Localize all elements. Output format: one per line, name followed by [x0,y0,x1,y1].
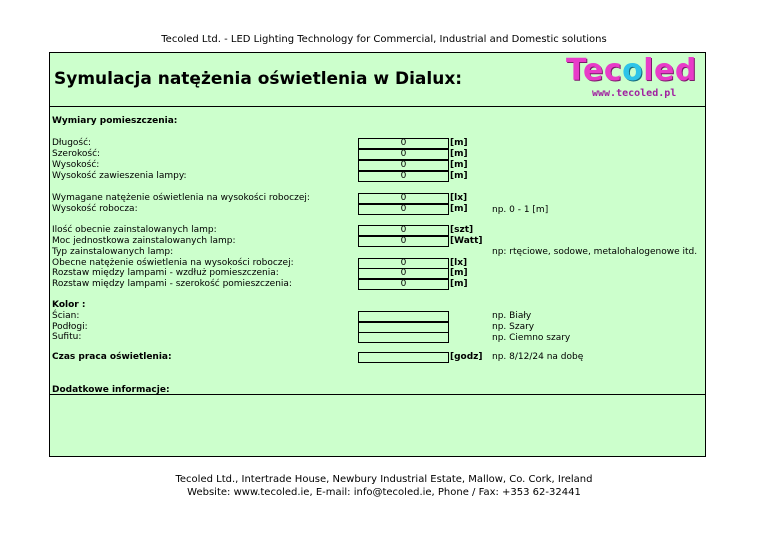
note-hours: np. 8/12/24 na dobę [492,352,584,362]
note-ceiling: np. Ciemno szary [492,333,571,343]
input-required-lux[interactable]: 0 [358,193,449,204]
unit-spacing-length: [m] [450,268,468,278]
input-height[interactable]: 0 [358,160,449,171]
note-floors: np. Szary [492,322,535,332]
input-work-height[interactable]: 0 [358,204,449,215]
section-color: Kolor : [52,300,86,310]
label-height: Wysokość: [52,160,100,170]
footer-contact: Website: www.tecoled.ie, E-mail: info@tecoled.ie, Phone / Fax: +353 62-32441 [187,487,581,498]
logo-url: www.tecoled.pl [592,88,677,99]
input-walls[interactable] [358,311,449,322]
section-extra: Dodatkowe informacje: [52,385,170,395]
footer-address: Tecoled Ltd., Intertrade House, Newbury Industrial Estate, Mallow, Co. Cork, Ireland [175,474,593,485]
label-spacing-width: Rozstaw między lampami - szerokość pomieszczenia: [52,279,292,289]
header-tagline: Tecoled Ltd. - LED Lighting Technology for Commercial, Industrial and Domestic solutions [161,34,607,45]
note-lamp-type: np: rtęciowe, sodowe, metalohalogenowe itd. [492,247,698,257]
unit-hours: [godz] [450,352,483,362]
unit-current-lux: [lx] [450,258,468,268]
label-work-height: Wysokość robocza: [52,204,138,214]
unit-height: [m] [450,160,468,170]
tecoled-logo: Tecoled [566,53,697,88]
label-lamp-type: Typ zainstalowanych lamp: [52,247,174,257]
label-length: Długość: [52,138,92,148]
section-hours: Czas praca oświetlenia: [52,352,172,362]
label-required-lux: Wymagane natężenie oświetlenia na wysokości roboczej: [52,193,310,203]
input-ceiling[interactable] [358,332,449,343]
input-width[interactable]: 0 [358,149,449,160]
unit-required-lux: [lx] [450,193,468,203]
label-ceiling: Sufitu: [52,332,82,342]
unit-lamp-height: [m] [450,171,468,181]
divider-title [49,106,706,107]
label-spacing-length: Rozstaw między lampami - wzdłuż pomieszczenia: [52,268,279,278]
label-walls: Ścian: [52,311,80,321]
label-current-lux: Obecne natężenie oświetlenia na wysokości roboczej: [52,258,294,268]
input-length[interactable]: 0 [358,138,449,149]
input-spacing-length[interactable]: 0 [358,268,449,279]
input-lamp-count[interactable]: 0 [358,225,449,236]
section-dimensions: Wymiary pomieszczenia: [52,116,178,126]
unit-length: [m] [450,138,468,148]
page-title: Symulacja natężenia oświetlenia w Dialux: [54,69,463,89]
unit-spacing-width: [m] [450,279,468,289]
input-lamp-height[interactable]: 0 [358,171,449,182]
extra-info-area[interactable] [50,395,705,456]
input-hours[interactable] [358,352,449,363]
unit-width: [m] [450,149,468,159]
unit-lamp-power: [Watt] [450,236,483,246]
label-lamp-power: Moc jednostkowa zainstalowanych lamp: [52,236,236,246]
unit-work-height: [m] [450,204,468,214]
input-spacing-width[interactable]: 0 [358,279,449,290]
input-lamp-power[interactable]: 0 [358,236,449,247]
label-width: Szerokość: [52,149,101,159]
label-floors: Podłogi: [52,322,88,332]
note-work-height: np. 0 - 1 [m] [492,205,549,215]
label-lamp-count: Ilość obecnie zainstalowanych lamp: [52,225,217,235]
note-walls: np. Biały [492,311,532,321]
unit-lamp-count: [szt] [450,225,474,235]
input-current-lux[interactable]: 0 [358,258,449,269]
label-lamp-height: Wysokość zawieszenia lampy: [52,171,187,181]
